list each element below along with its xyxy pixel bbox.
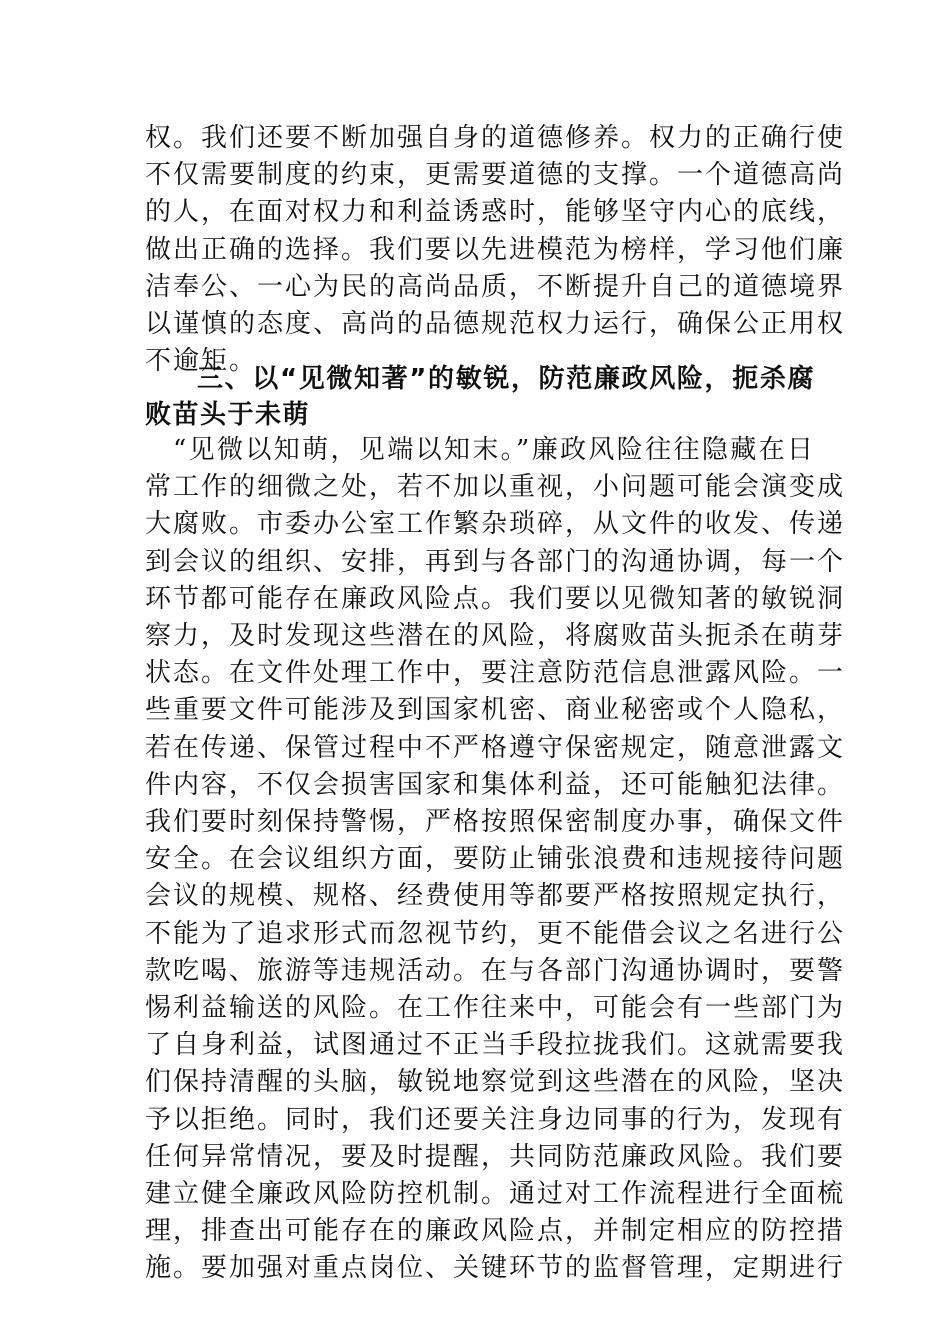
text-line: 洁奉公、一心为民的高尚品质，不断提升自己的道德境界 — [145, 271, 846, 302]
heading-line: 败苗头于未萌 — [145, 400, 311, 430]
text-line: 了自身利益，试图通过不正当手段拉拢我们。这就需要我 — [145, 1030, 846, 1061]
text-line: 的人，在面对权力和利益诱惑时，能够坚守内心的底线， — [145, 197, 846, 228]
text-line: 会议的规模、规格、经费使用等都要严格按照规定执行， — [145, 881, 846, 912]
text-line: 权。我们还要不断加强自身的道德修养。权力的正确行使 — [145, 123, 846, 153]
text-line: 不仅需要制度的约束，更需要道德的支撑。一个道德高尚 — [145, 160, 846, 191]
body-paragraph-2 — [145, 432, 846, 1288]
text-line: 件内容，不仅会损害国家和集体利益，还可能触犯法律。 — [145, 769, 846, 800]
text-line: 大腐败。市委办公室工作繁杂琐碎，从文件的收发、传递 — [145, 509, 846, 540]
text-line: 察力，及时发现这些潜在的风险，将腐败苗头扼杀在萌芽 — [145, 621, 846, 652]
heading-line: 三、以“见微知著”的敏锐，防范廉政风险，扼杀腐 — [197, 364, 815, 394]
text-line: 施。要加强对重点岗位、关键环节的监督管理，定期进行 — [145, 1253, 846, 1284]
text-line: 安全。在会议组织方面，要防止铺张浪费和违规接待问题 — [145, 844, 846, 875]
text-line: 状态。在文件处理工作中，要注意防范信息泄露风险。一 — [145, 658, 846, 689]
section-heading — [145, 361, 815, 433]
text-line: 不逾矩。 — [145, 346, 258, 377]
text-line: 惕利益输送的风险。在工作往来中，可能会有一些部门为 — [145, 993, 846, 1024]
text-line: 不能为了追求形式而忽视节约，更不能借会议之名进行公 — [145, 918, 846, 949]
text-line: 们保持清醒的头脑，敏锐地察觉到这些潜在的风险，坚决 — [145, 1067, 846, 1098]
body-paragraph-1 — [145, 120, 846, 380]
text-line: 款吃喝、旅游等违规活动。在与各部门沟通协调时，要警 — [145, 955, 846, 986]
text-line: 理，排查出可能存在的廉政风险点，并制定相应的防控措 — [145, 1216, 846, 1247]
text-line: 些重要文件可能涉及到国家机密、商业秘密或个人隐私， — [145, 695, 846, 726]
text-line: “见微以知萌，见端以知末。”廉政风险往往隐藏在日 — [173, 435, 815, 465]
text-line: 环节都可能存在廉政风险点。我们要以见微知著的敏锐洞 — [145, 583, 846, 614]
text-line: 若在传递、保管过程中不严格遵守保密规定，随意泄露文 — [145, 732, 846, 763]
text-line: 做出正确的选择。我们要以先进模范为榜样，学习他们廉 — [145, 234, 846, 265]
text-line: 建立健全廉政风险防控机制。通过对工作流程进行全面梳 — [145, 1179, 846, 1210]
text-line: 常工作的细微之处，若不加以重视，小问题可能会演变成 — [145, 472, 846, 503]
text-line: 到会议的组织、安排，再到与各部门的沟通协调，每一个 — [145, 546, 846, 577]
text-line: 任何异常情况，要及时提醒，共同防范廉政风险。我们要 — [145, 1141, 846, 1172]
text-line: 予以拒绝。同时，我们还要关注身边同事的行为，发现有 — [145, 1104, 846, 1135]
text-line: 以谨慎的态度、高尚的品德规范权力运行，确保公正用权 — [145, 309, 846, 340]
text-line: 我们要时刻保持警惕，严格按照保密制度办事，确保文件 — [145, 807, 846, 838]
